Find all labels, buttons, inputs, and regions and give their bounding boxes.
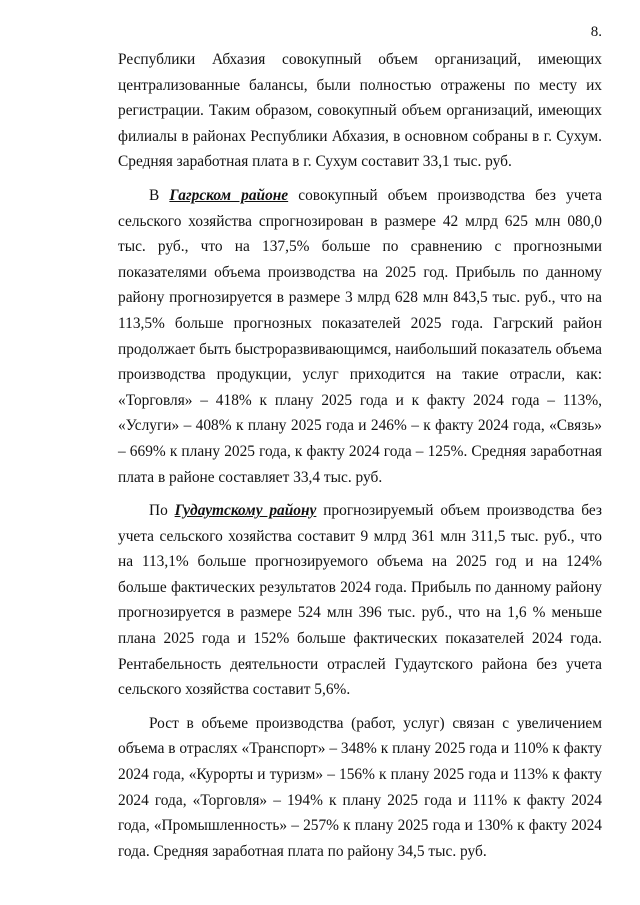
district-name-gagra: Гагрском районе [169,186,289,204]
paragraph-gudauta-growth: Рост в объеме производства (работ, услуг) связан с увеличением объема в отраслях «Транспорт» – 348% к плану 2025 года и 110% к факту 2024 года, «Курорты и туризм» – 156% к плану 2025 года и 113% к факту 2024 года, «Торговля» – 194% к плану 2025 года и 111% к факту 2024 года, «Промышленность» – 257% к плану 2025 года и 130% к факту 2024 года. Средняя заработная плата по району 34,5 тыс. руб. [118,714,602,860]
paragraph-lead-word: По [149,502,168,520]
page-number: 8. [590,24,602,40]
paragraph-body-gagra: совокупный объем производства без учета сельского хозяйства спрогнозирован в размере 42 млрд 625 млн 080,0 тыс. руб., что на 137,5% больше по сравнению с прогнозными показателями объема производства на 2025 год. Прибыль по данному району прогнозируется в размере 3 млрд 628 млн 843,5 тыс. руб., что на 113,5% больше прогнозных показателей 2025 года. Гагрский район продолжает быть быстроразвивающимся, наибольший показатель объема производства продукции, услуг приходится на такие отрасли, как: «Торговля» – 418% к плану 2025 года и к факту 2024 года – 113%, «Услуги» – 408% к плану 2025 года и 246% – к факту 2024 года, «Связь» – 669% к плану 2025 года, к факту 2024 года – 125%. Средняя заработная плата в районе составляет 33,4 тыс. руб. [118,186,603,486]
paragraph-gagra-district [118,183,602,490]
paragraph-body-gudauta: прогнозируемый объем производства без учета сельского хозяйства составит 9 млрд 361 млн 311,5 тыс. руб., что на 113,1% больше прогнозируемого объема на 2025 год и на 124% больше фактических результатов 2024 года. Прибыль по данному району прогнозируется в размере 524 млн 396 тыс. руб., что на 1,6 % меньше плана 2025 года и 152% больше фактических показателей 2024 года. Рентабельность деятельности отраслей Гудаутского района без учета сельского хозяйства составит 5,6%. [118,502,602,699]
paragraph-gudauta-district [118,498,602,703]
paragraph-sukhum-summary: Республики Абхазия совокупный объем организаций, имеющих централизованные балансы, были полностью отражены по месту их регистрации. Таким образом, совокупный объем организаций, имеющих филиалы в районах Республики Абхазия, в основном собраны в г. Сухум. Средняя заработная плата в г. Сухум составит 33,1 тыс. руб. [118,51,602,171]
paragraph-lead-word: В [149,186,160,204]
district-name-gudauta: Гудаутскому району [174,502,317,520]
document-body [118,47,602,872]
